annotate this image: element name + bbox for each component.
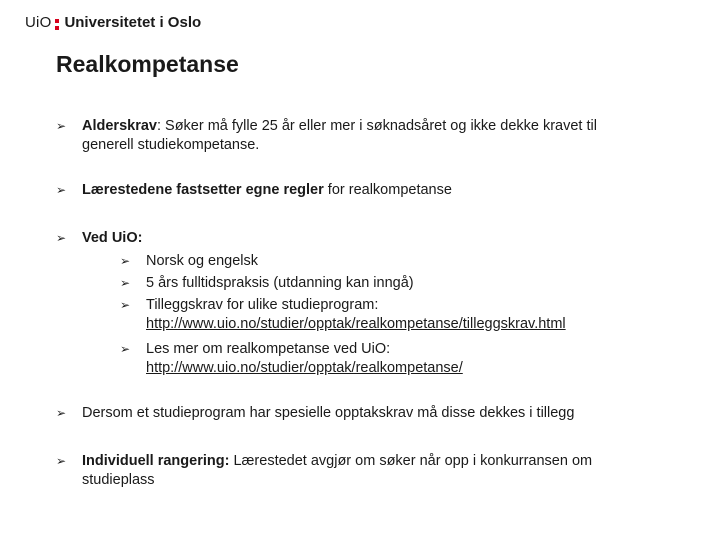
bullet-text: for realkompetanse bbox=[323, 182, 452, 198]
sub-bullet-text: Norsk og engelsk bbox=[146, 253, 259, 269]
sub-bullet-praksis bbox=[120, 274, 414, 293]
sub-bullet-text: Les mer om realkompetanse ved UiO: bbox=[146, 341, 391, 357]
realkompetanse-link[interactable]: http://www.uio.no/studier/opptak/realkompetanse/ bbox=[146, 360, 463, 376]
bullet-text: : Søker må fylle 25 år eller mer i søknadsåret og ikke dekke kravet til bbox=[156, 118, 597, 134]
arrow-bullet-icon: ➢ bbox=[56, 119, 67, 133]
sub-bullet-text: 5 års fulltidspraksis (utdanning kan inngå) bbox=[146, 275, 414, 291]
bullet-alderskrav bbox=[56, 117, 597, 155]
uio-logo bbox=[25, 14, 201, 32]
bullet-text-cont: studieplass bbox=[82, 472, 155, 488]
sub-bullet-norsk bbox=[120, 252, 258, 271]
arrow-bullet-icon: ➢ bbox=[56, 406, 67, 420]
arrow-bullet-icon: ➢ bbox=[120, 254, 131, 268]
bullet-text: Dersom et studieprogram har spesielle opptakskrav må disse dekkes i tillegg bbox=[82, 405, 575, 421]
bullet-bold: Lærestedene fastsetter egne regler bbox=[82, 182, 324, 198]
logo-colon-icon bbox=[55, 17, 59, 30]
bullet-text: Lærestedet avgjør om søker når opp i konkurransen om bbox=[229, 453, 593, 469]
bullet-bold: Individuell rangering: bbox=[82, 453, 230, 469]
bullet-text-cont: generell studiekompetanse. bbox=[82, 137, 260, 153]
bullet-dersom bbox=[56, 404, 574, 423]
arrow-bullet-icon: ➢ bbox=[56, 183, 67, 197]
bullet-bold: Ved UiO: bbox=[82, 230, 143, 246]
arrow-bullet-icon: ➢ bbox=[56, 454, 67, 468]
bullet-ved-uio bbox=[56, 229, 142, 248]
sub-bullet-tilleggskrav bbox=[120, 296, 566, 334]
arrow-bullet-icon: ➢ bbox=[120, 276, 131, 290]
sub-bullet-les-mer bbox=[120, 340, 463, 378]
logo-short: UiO bbox=[25, 14, 52, 31]
page-title: Realkompetanse bbox=[56, 51, 239, 77]
bullet-laerestedene bbox=[56, 181, 452, 200]
bullet-bold: Alderskrav bbox=[82, 118, 157, 134]
bullet-individuell-rangering bbox=[56, 452, 592, 490]
arrow-bullet-icon: ➢ bbox=[120, 298, 131, 312]
sub-bullet-text: Tilleggskrav for ulike studieprogram: bbox=[146, 297, 379, 313]
logo-name: Universitetet i Oslo bbox=[64, 14, 202, 31]
tilleggskrav-link[interactable]: http://www.uio.no/studier/opptak/realkompetanse/tilleggskrav.html bbox=[146, 316, 566, 332]
arrow-bullet-icon: ➢ bbox=[56, 231, 67, 245]
arrow-bullet-icon: ➢ bbox=[120, 342, 131, 356]
